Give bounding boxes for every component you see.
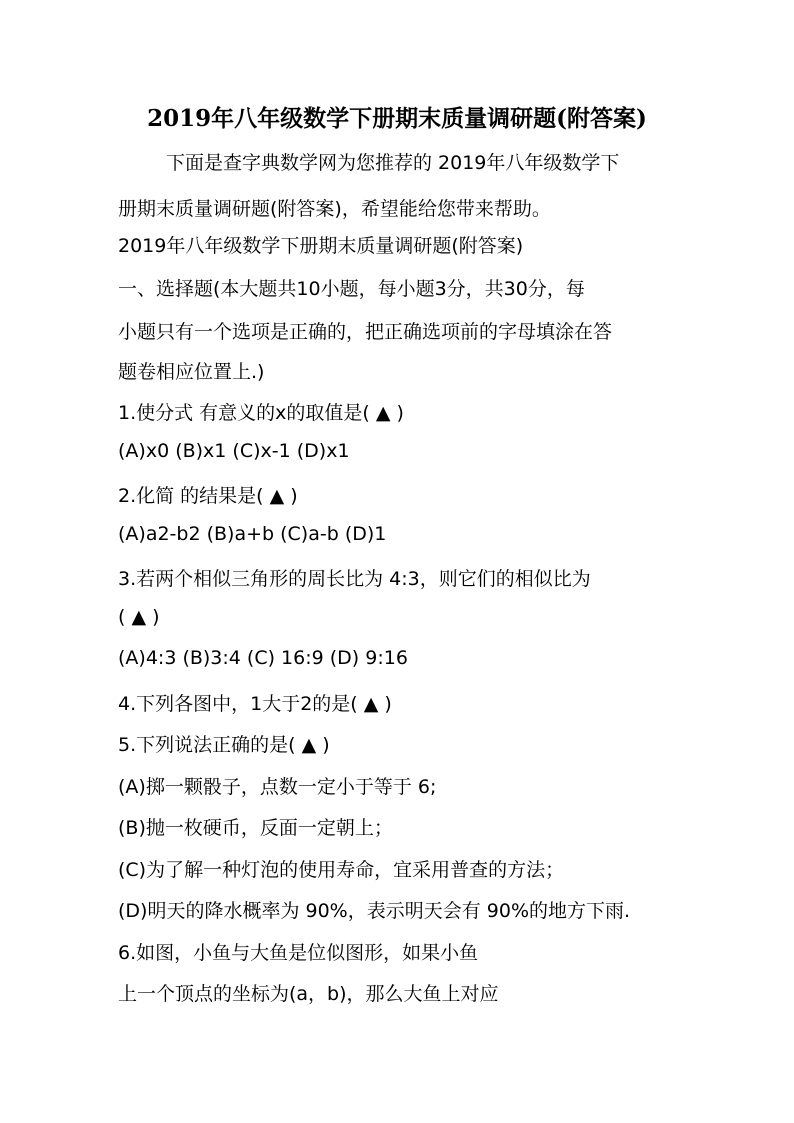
question-4: 4.下列各图中，1大于2的是( ▲ ) — [118, 693, 392, 715]
question-6-cont: 上一个顶点的坐标为(a，b)，那么大鱼上对应 — [118, 983, 499, 1005]
section-heading-line-1: 一、选择题(本大题共10小题，每小题3分，共30分，每 — [118, 278, 585, 300]
question-2-options: (A)a2-b2 (B)a+b (C)a-b (D)1 — [118, 523, 387, 545]
section-heading-line-3: 题卷相应位置上.) — [118, 361, 265, 383]
question-1-options: (A)x0 (B)x1 (C)x-1 (D)x1 — [118, 440, 350, 462]
question-5-option-c: (C)为了解一种灯泡的使用寿命，宜采用普查的方法； — [118, 859, 565, 881]
question-3-cont: ( ▲ ) — [118, 606, 160, 628]
question-5-option-a: (A)掷一颗骰子，点数一定小于等于 6; — [118, 776, 437, 798]
intro-line-1: 下面是查字典数学网为您推荐的 2019年八年级数学下 — [166, 152, 620, 174]
question-5: 5.下列说法正确的是( ▲ ) — [118, 734, 330, 756]
section-heading-line-2: 小题只有一个选项是正确的，把正确选项前的字母填涂在答 — [118, 321, 613, 343]
question-3: 3.若两个相似三角形的周长比为 4:3，则它们的相似比为 — [118, 568, 591, 590]
question-1: 1.使分式 有意义的x的取值是( ▲ ) — [118, 402, 404, 424]
document-title: 2019年八年级数学下册期末质量调研题(附答案) — [147, 105, 647, 132]
question-3-options: (A)4:3 (B)3:4 (C) 16:9 (D) 9:16 — [118, 647, 408, 669]
question-6: 6.如图，小鱼与大鱼是位似图形，如果小鱼 — [118, 942, 479, 964]
subtitle-line: 2019年八年级数学下册期末质量调研题(附答案) — [118, 235, 524, 257]
question-2: 2.化简 的结果是( ▲ ) — [118, 485, 298, 507]
intro-line-2: 册期末质量调研题(附答案)，希望能给您带来帮助。 — [118, 198, 551, 220]
question-5-option-b: (B)抛一枚硬币，反面一定朝上； — [118, 817, 393, 839]
question-5-option-d: (D)明天的降水概率为 90%，表示明天会有 90%的地方下雨. — [118, 900, 631, 922]
